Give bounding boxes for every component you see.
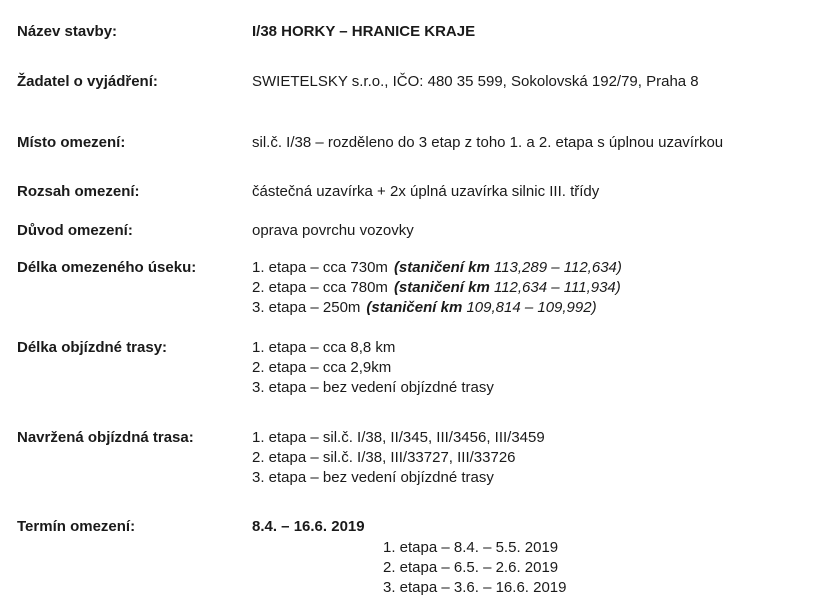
value-rozsah-omezeni: částečná uzavírka + 2x úplná uzavírka silnic III. třídy [252, 183, 600, 200]
value-misto-omezeni: sil.č. I/38 – rozděleno do 3 etap z toho 1. a 2. etapa s úplnou uzavírkou [252, 134, 724, 151]
label-rozsah-omezeni: Rozsah omezení: [17, 183, 140, 200]
section-line [252, 278, 622, 298]
value-delka-omezeneho-useku [252, 258, 622, 318]
label-nazev-stavby: Název stavby: [17, 23, 118, 40]
label-duvod-omezeni: Důvod omezení: [17, 222, 133, 239]
label-delka-omezeneho-useku: Délka omezeného úseku: [17, 259, 197, 276]
chainage-note [394, 259, 622, 276]
section-length: 1. etapa – cca 730m [252, 259, 388, 276]
termin-etapy [383, 538, 567, 598]
detour-length-line: 2. etapa – cca 2,9km [252, 359, 392, 376]
value-zadatel: SWIETELSKY s.r.o., IČO: 480 35 599, Sokolovská 192/79, Praha 8 [252, 73, 699, 90]
chainage-keyword: (staničení km [366, 299, 463, 316]
stage-date-line: 3. etapa – 3.6. – 16.6. 2019 [383, 579, 567, 596]
label-misto-omezeni: Místo omezení: [17, 134, 126, 151]
label-zadatel: Žadatel o vyjádření: [17, 73, 158, 90]
chainage-range: 112,634 – 111,934) [489, 279, 621, 296]
label-navrzena-objizdna-trasa: Navržená objízdná trasa: [17, 429, 194, 446]
section-length: 3. etapa – 250m [252, 299, 361, 316]
section-line [252, 298, 622, 318]
value-duvod-omezeni: oprava povrchu vozovky [252, 222, 414, 239]
detour-route-line: 3. etapa – bez vedení objízdné trasy [252, 469, 494, 486]
chainage-note [366, 299, 596, 316]
detour-length-line: 3. etapa – bez vedení objízdné trasy [252, 379, 494, 396]
section-line [252, 258, 622, 278]
chainage-keyword: (staničení km [393, 279, 490, 296]
label-delka-objizdne-trasy: Délka objízdné trasy: [17, 339, 168, 356]
value-termin-omezeni: 8.4. – 16.6. 2019 [252, 518, 365, 535]
label-termin-omezeni: Termín omezení: [17, 518, 136, 535]
stage-date-line: 2. etapa – 6.5. – 2.6. 2019 [383, 559, 559, 576]
detour-route-line: 1. etapa – sil.č. I/38, II/345, III/3456, III/3459 [252, 429, 545, 446]
section-length: 2. etapa – cca 780m [252, 279, 388, 296]
detour-length-line: 1. etapa – cca 8,8 km [252, 339, 396, 356]
value-delka-objizdne-trasy [252, 338, 494, 398]
chainage-range: 109,814 – 109,992) [462, 299, 597, 316]
chainage-range: 113,289 – 112,634) [489, 259, 622, 276]
detour-route-line: 2. etapa – sil.č. I/38, III/33727, III/33726 [252, 449, 516, 466]
chainage-keyword: (staničení km [393, 259, 490, 276]
value-navrzena-objizdna-trasa [252, 428, 545, 488]
chainage-note [394, 279, 621, 296]
stage-date-line: 1. etapa – 8.4. – 5.5. 2019 [383, 539, 559, 556]
value-nazev-stavby: I/38 HORKY – HRANICE KRAJE [252, 23, 476, 40]
